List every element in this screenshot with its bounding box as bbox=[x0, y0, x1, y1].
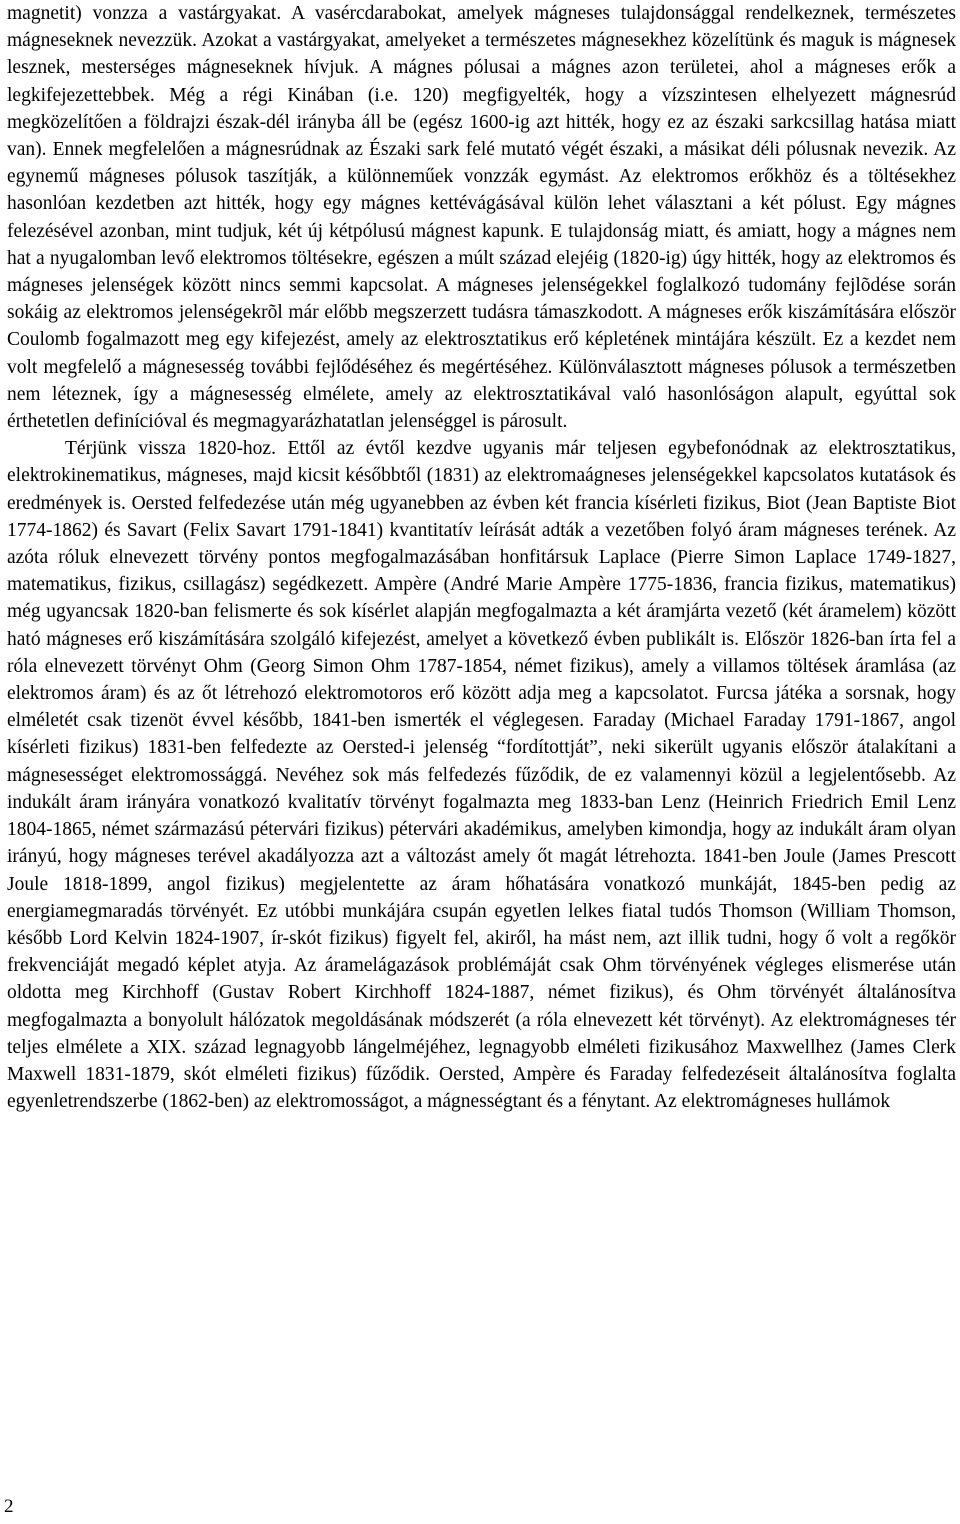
document-page bbox=[7, 0, 956, 1115]
paragraph-history-1820: Térjünk vissza 1820-hoz. Ettől az évtől kezdve ugyanis már teljesen egybefonódnak az elektrosztatikus, elektrokinematikus, mágneses, majd kicsit későbbtől (1831) az elektromaágneses jelenségekkel kapcsolatos kutatások és eredmények is. Oersted felfedezése után még ugyanebben az évben két francia kísérleti fizikus, Biot (Jean Baptiste Biot 1774-1862) és Savart (Felix Savart 1791-1841) kvantitatív leírását adták a vezetőben folyó áram mágneses terének. Az azóta róluk elnevezett törvény pontos megfogalmazásában honfitársuk Laplace (Pierre Simon Laplace 1749-1827, matematikus, fizikus, csillagász) segédkezett. Ampère (André Marie Ampère 1775-1836, francia fizikus, matematikus) még ugyancsak 1820-ban felismerte és sok kísérlet alapján megfogalmazta a két áramjárta vezető (két áramelem) között ható mágneses erő kiszámítására szolgáló kifejezést, amelyet a következő évben publikált is. Először 1826-ban írta fel a róla elnevezett törvényt Ohm (Georg Simon Ohm 1787-1854, német fizikus), amely a villamos töltések áramlása (az elektromos áram) és az őt létrehozó elektromotoros erő között adja meg a kapcsolatot. Furcsa játéka a sorsnak, hogy elméletét csak tizenöt évvel később, 1841-ben ismerték el véglegesen. Faraday (Michael Faraday 1791-1867, angol kísérleti fizikus) 1831-ben felfedezte az Oersted-i jelenség “fordítottját”, neki sikerült ugyanis először átalakítani a mágnesességet elektromossággá. Nevéhez sok más felfedezés fűződik, de ez valamennyi közül a legjelentősebb. Az indukált áram irányára vonatkozó kvalitatív törvényt fogalmazta meg 1833-ban Lenz (Heinrich Friedrich Emil Lenz 1804-1865, német származású pétervári fizikus) pétervári akadémikus, amelyben kimondja, hogy az indukált áram olyan irányú, hogy mágneses terével akadályozza azt a változást amely őt magát létrehozta. 1841-ben Joule (James Prescott Joule 1818-1899, angol fizikus) megjelentette az áram hőhatására vonatkozó munkáját, 1845-ben pedig az energiamegmaradás törvényét. Ez utóbbi munkájára csupán egyetlen lelkes fiatal tudós Thomson (William Thomson, később Lord Kelvin 1824-1907, ír-skót fizikus) figyelt fel, akiről, ha mást nem, azt illik tudni, hogy ő volt a regőkör frekvenciáját megadó képlet atyja. Az áramelágazások problémáját csak Ohm törvényének végleges elismerése után oldotta meg Kirchhoff (Gustav Robert Kirchhoff 1824-1887, német fizikus), és Ohm törvényét általánosítva megfogalmazta a bonyolult hálózatok megoldásának módszerét (a róla elnevezett két törvényt). Az elektromágneses tér teljes elmélete a XIX. század legnagyobb lángelméjéhez, legnagyobb elméleti fizikusához Maxwellhez (James Clerk Maxwell 1831-1879, skót elméleti fizikus) fűződik. Oersted, Ampère és Faraday felfedezéseit általánosítva foglalta egyenletrendszerbe (1862-ben) az elektromosságot, a mágnességtant és a fénytant. Az elektromágneses hullámok bbox=[7, 438, 956, 1113]
page-number: 2 bbox=[4, 1496, 14, 1517]
paragraph-magnetism: magnetit) vonzza a vastárgyakat. A vasércdarabokat, amelyek mágneses tulajdonsággal rendelkeznek, természetes mágneseknek nevezzük. Azokat a vastárgyakat, amelyeket a természetes mágnesekhez közelítünk és maguk is mágnesek lesznek, mesterséges mágneseknek hívjuk. A mágnes pólusai a mágnes azon területei, ahol a mágneses erők a legkifejezettebbek. Még a régi Kinában (i.e. 120) megfigyelték, hogy a vízszintesen elhelyezett mágnesrúd megközelítően a földrajzi észak-dél irányba áll be (egész 1600-ig azt hitték, hogy ez az északi sarkcsillag hatása miatt van). Ennek megfelelően a mágnesrúdnak az Északi sark felé mutató végét északi, a másikat déli pólusnak nevezik. Az egynemű mágneses pólusok taszítják, a különneműek vonzzák egymást. Az elektromos erőkhöz és a töltésekhez hasonlóan kezdetben azt hitték, hogy egy mágnes kettévágásával külön lehet választani a két pólust. Egy mágnes felezésével azonban, mint tudjuk, két új kétpólusú mágnest kapunk. E tulajdonság miatt, és amiatt, hogy a mágnes nem hat a nyugalomban levő elektromos töltésekre, egészen a múlt század elejéig (1820-ig) úgy hitték, hogy az elektromos és mágneses jelenségek között nincs semmi kapcsolat. A mágneses jelenségekkel foglalkozó tudomány fejlõdése során sokáig az elektromos jelenségekrõl már előbb megszerzett tudásra támaszkodott. A mágneses erők kiszámítására először Coulomb fogalmazott meg egy kifejezést, amely az elektrosztatikus erő képletének mintájára készült. Ez a kezdet nem volt megfelelő a mágnesesség további fejlődéséhez és megértéséhez. Különválasztott mágneses pólusok a természetben nem léteznek, így a mágnesesség elmélete, amely az elektrosztatikával való hasonlóságon alapult, egyúttal sok érthetetlen definícióval és megmagyarázhatatlan jelenséggel is párosult. bbox=[7, 3, 956, 433]
